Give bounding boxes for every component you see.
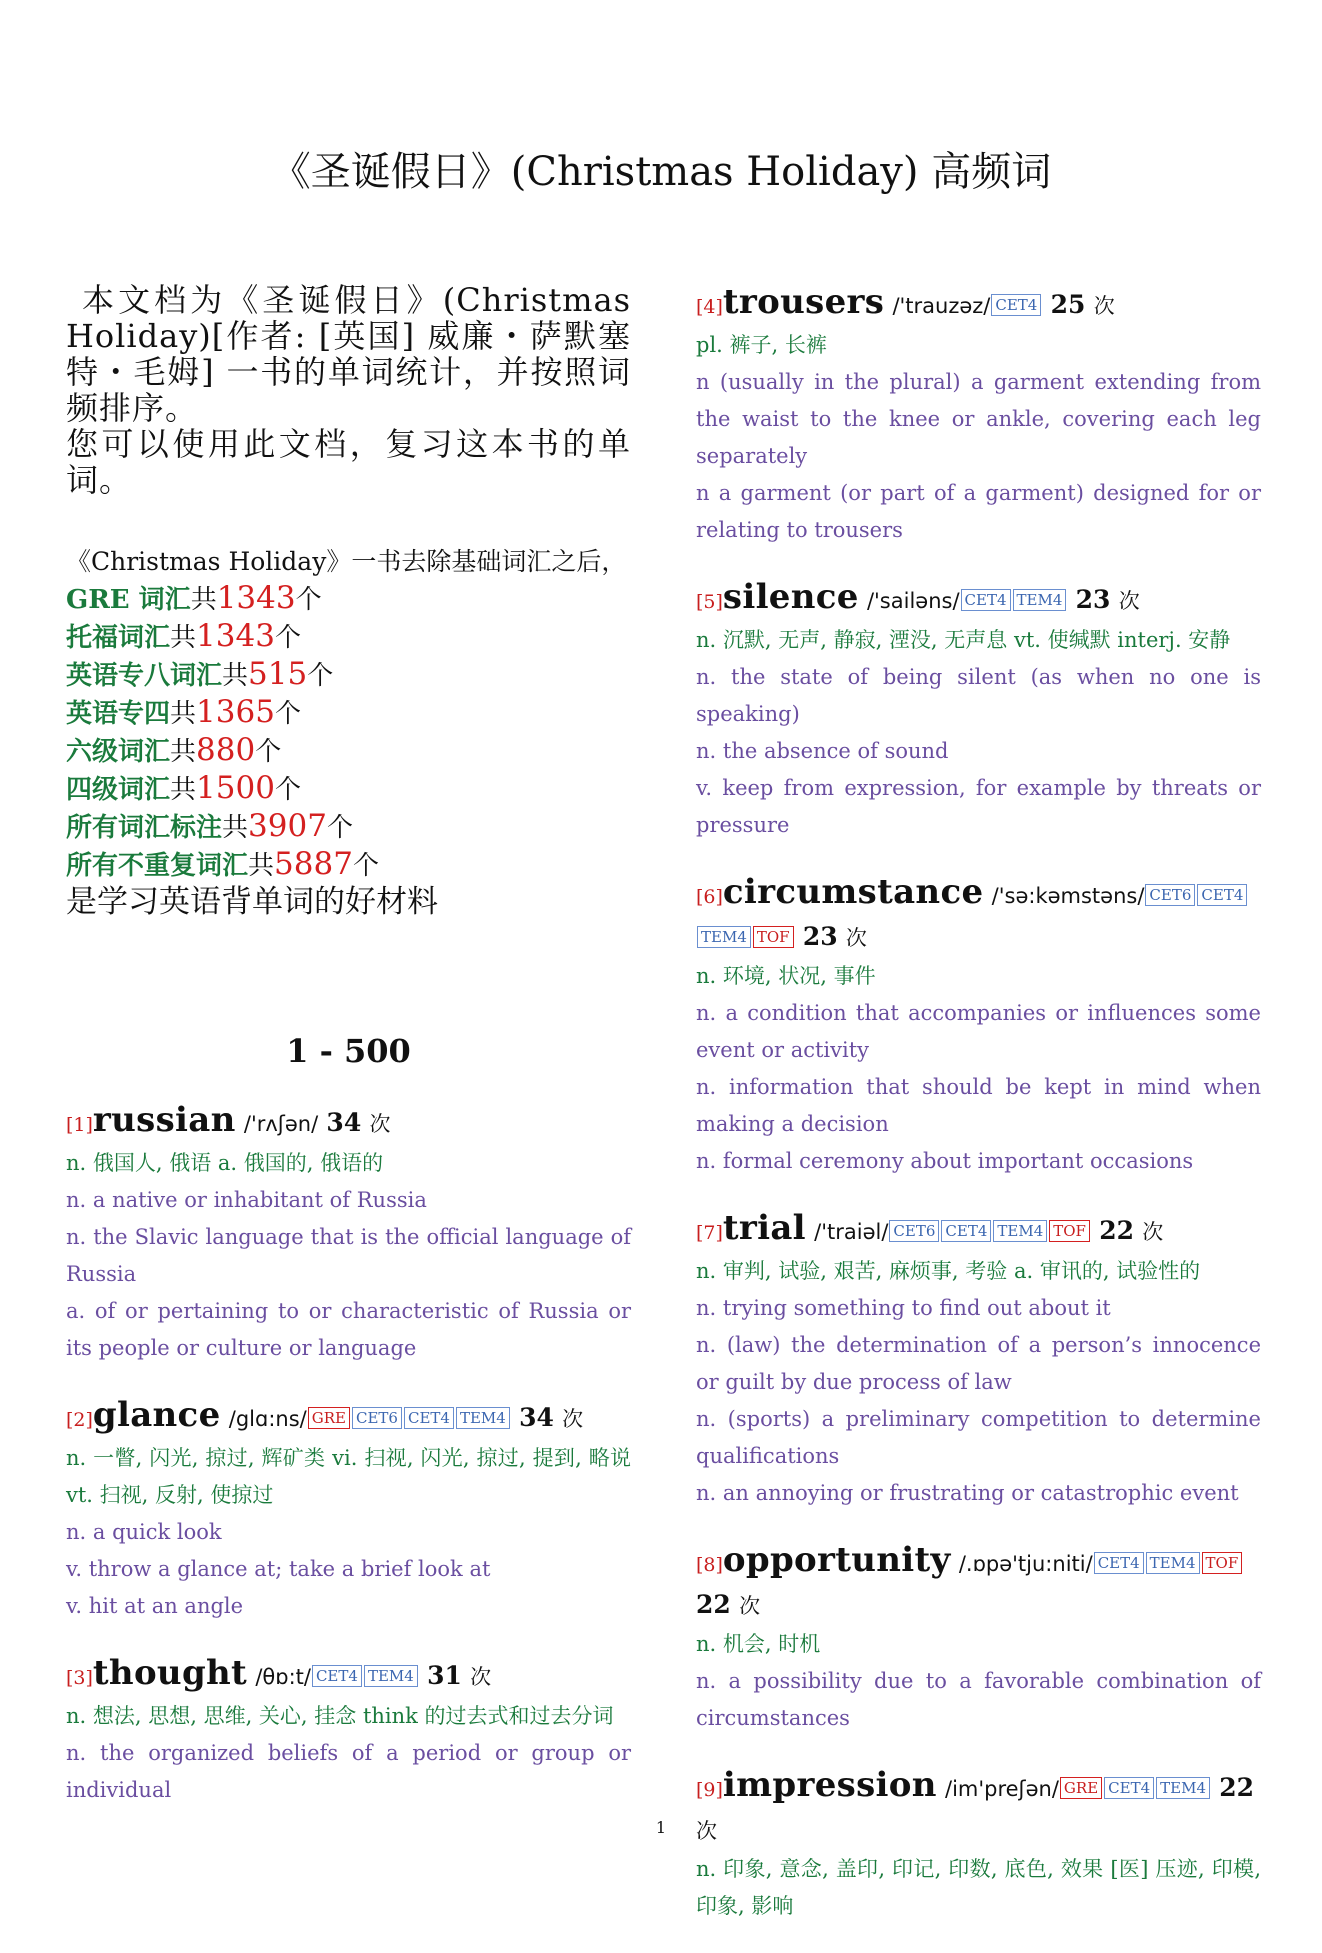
entry-tag: CET6	[889, 1220, 939, 1242]
stats-value: 3907	[248, 808, 327, 844]
stats-block	[66, 544, 631, 920]
entry-index: [3]	[66, 1667, 93, 1689]
entry-frequency: 23	[1075, 585, 1111, 614]
stats-row	[66, 580, 631, 618]
word-entry	[66, 1100, 631, 1367]
entry-tag: GRE	[1060, 1777, 1102, 1799]
entry-tag: CET4	[1197, 884, 1247, 906]
word-entry	[696, 1208, 1261, 1512]
stats-mid: 共	[170, 699, 197, 729]
entry-ipa: /'sailəns/	[866, 589, 960, 613]
entry-tag: TEM4	[1156, 1777, 1210, 1799]
entry-word: impression	[722, 1765, 937, 1805]
stats-row	[66, 770, 631, 808]
entry-definition: n. the organized beliefs of a period or group or individual	[66, 1741, 631, 1802]
entry-definition: n. 环境, 状况, 事件	[696, 964, 876, 988]
stats-mid: 共	[248, 851, 275, 881]
stats-unit: 个	[307, 661, 334, 691]
entry-tag: CET6	[352, 1407, 402, 1429]
entry-word: trousers	[722, 282, 885, 322]
entry-index: [2]	[66, 1409, 93, 1431]
entry-word: glance	[92, 1395, 221, 1435]
stats-label: 所有词汇标注	[66, 813, 223, 843]
entry-tag: CET6	[1145, 884, 1195, 906]
stats-unit: 个	[295, 585, 322, 615]
entry-ipa: /glɑ:ns/	[228, 1407, 307, 1431]
entry-tag: TOF	[753, 926, 794, 948]
entry-index: [8]	[696, 1554, 723, 1576]
stats-unit: 个	[274, 623, 301, 653]
entry-word: silence	[722, 577, 859, 617]
entry-tag: CET4	[1104, 1777, 1154, 1799]
stats-value: 1343	[216, 580, 296, 616]
entries-left	[66, 1100, 631, 1809]
entry-definition: n. the state of being silent (as when no one is speaking)	[696, 665, 1261, 726]
entry-word: circumstance	[722, 872, 984, 912]
stats-label: 六级词汇	[66, 737, 171, 767]
stats-mid: 共	[190, 585, 217, 615]
entry-head	[696, 1540, 1261, 1626]
entry-definition: a. of or pertaining to or characteristic of Russia or its people or culture or language	[66, 1299, 631, 1360]
stats-value: 1343	[196, 618, 275, 654]
entry-definition: n. a condition that accompanies or influences some event or activity	[696, 1001, 1261, 1062]
entry-frequency: 23	[802, 922, 838, 951]
entry-definition: v. keep from expression, for example by threats or pressure	[696, 776, 1261, 837]
stats-unit: 个	[326, 813, 353, 843]
entry-tag: CET4	[941, 1220, 991, 1242]
right-column	[696, 282, 1261, 1953]
entry-frequency-unit: 次	[470, 1665, 492, 1689]
stats-lead: 《Christmas Holiday》一书去除基础词汇之后，	[66, 547, 627, 576]
entry-frequency-unit: 次	[845, 926, 867, 950]
entry-definition: n (usually in the plural) a garment extending from the waist to the knee or ankle, covering each leg separately	[696, 370, 1261, 468]
entry-definition: n. 机会, 时机	[696, 1632, 821, 1656]
entry-definition: n. 俄国人, 俄语 a. 俄国的, 俄语的	[66, 1151, 384, 1175]
stats-row	[66, 656, 631, 694]
entry-ipa: /θɒ:t/	[255, 1665, 311, 1689]
entry-frequency-unit: 次	[1118, 589, 1140, 613]
word-entry	[696, 1540, 1261, 1737]
stats-value: 1365	[196, 694, 275, 730]
entry-index: [1]	[66, 1114, 93, 1136]
entry-head	[66, 1395, 631, 1440]
stats-label: GRE 词汇	[66, 585, 191, 615]
entry-frequency-unit: 次	[562, 1407, 584, 1431]
entry-frequency: 25	[1050, 290, 1086, 319]
stats-row	[66, 618, 631, 656]
left-column	[66, 282, 631, 1837]
entry-frequency: 34	[519, 1403, 554, 1432]
stats-mid: 共	[222, 813, 249, 843]
entry-frequency: 34	[326, 1108, 362, 1137]
entry-tag: GRE	[308, 1407, 350, 1429]
entry-definition: n a garment (or part of a garment) designed for or relating to trousers	[696, 481, 1261, 542]
entry-tag: CET4	[991, 294, 1041, 316]
entry-frequency-unit: 次	[1142, 1220, 1164, 1244]
entry-head	[696, 1765, 1261, 1851]
entry-ipa: /.ɒpə'tju:niti/	[958, 1552, 1093, 1576]
entry-index: [5]	[696, 591, 723, 613]
stats-mid: 共	[170, 737, 197, 767]
entry-head	[696, 282, 1261, 327]
section-title: 1 - 500	[286, 1032, 411, 1070]
entry-frequency: 22	[1099, 1216, 1135, 1245]
stats-label: 托福词汇	[66, 623, 171, 653]
entry-tag: TOF	[1049, 1220, 1090, 1242]
intro-line-1: 本文档为《圣诞假日》(Christmas Holiday)[作者: [英国] 威廉・萨默塞特・毛姆] 一书的单词统计，并按照词频排序。	[66, 281, 631, 427]
stats-mid: 共	[170, 775, 197, 805]
entry-definition: n. (law) the determination of a person’s innocence or guilt by due process of law	[696, 1333, 1261, 1394]
entry-index: [9]	[696, 1779, 723, 1801]
stats-mid: 共	[222, 661, 249, 691]
entry-ipa: /'traiəl/	[814, 1220, 889, 1244]
entry-head	[696, 872, 1261, 958]
entry-tag: TOF	[1202, 1552, 1243, 1574]
entry-ipa: /'rʌʃən/	[243, 1112, 319, 1136]
entry-definition: v. throw a glance at; take a brief look at	[66, 1557, 491, 1581]
entry-tag: CET4	[961, 589, 1011, 611]
entry-word: thought	[92, 1653, 248, 1693]
entry-index: [6]	[696, 886, 723, 908]
stats-closing: 是学习英语背单词的好材料	[66, 884, 438, 920]
entry-definition: n. the absence of sound	[696, 739, 949, 763]
stats-mid: 共	[170, 623, 197, 653]
page-number: 1	[655, 1818, 667, 1837]
stats-unit: 个	[255, 737, 282, 767]
stats-label: 英语专四	[66, 699, 171, 729]
entry-frequency-unit: 次	[369, 1112, 391, 1136]
entry-definition: n. the Slavic language that is the official language of Russia	[66, 1225, 631, 1286]
page-title: 《圣诞假日》(Christmas Holiday) 高频词	[270, 149, 1052, 195]
stats-value: 515	[248, 656, 308, 692]
stats-value: 5887	[274, 846, 353, 882]
stats-value: 880	[196, 732, 256, 768]
stats-unit: 个	[352, 851, 379, 881]
entry-definition: n. 想法, 思想, 思维, 关心, 挂念 think 的过去式和过去分词	[66, 1704, 614, 1728]
entry-ipa: /'sə:kəmstəns/	[991, 884, 1145, 908]
stats-label: 所有不重复词汇	[66, 851, 249, 881]
intro-line-2: 您可以使用此文档，复习这本书的单词。	[66, 425, 631, 499]
word-entry	[66, 1653, 631, 1809]
stats-rows	[66, 580, 631, 884]
entry-index: [4]	[696, 296, 723, 318]
entry-frequency: 22	[696, 1590, 731, 1619]
stats-row	[66, 808, 631, 846]
entry-frequency-unit: 次	[739, 1594, 761, 1618]
entry-tag: CET4	[404, 1407, 454, 1429]
entry-word: russian	[92, 1100, 236, 1140]
entry-definition: n. a native or inhabitant of Russia	[66, 1188, 427, 1212]
entry-definition: n. 审判, 试验, 艰苦, 麻烦事, 考验 a. 审讯的, 试验性的	[696, 1259, 1201, 1283]
entry-tag: CET4	[1094, 1552, 1144, 1574]
entry-definition: n. formal ceremony about important occasions	[696, 1149, 1194, 1173]
word-entry	[696, 282, 1261, 549]
stats-row	[66, 846, 631, 884]
entry-word: opportunity	[722, 1540, 951, 1580]
entry-tag: TEM4	[993, 1220, 1047, 1242]
entry-head	[696, 1208, 1261, 1253]
entry-tag: TEM4	[456, 1407, 510, 1429]
word-entry	[696, 872, 1261, 1180]
entry-head	[66, 1100, 631, 1145]
entry-definition: v. hit at an angle	[66, 1594, 244, 1618]
entry-frequency: 22	[1219, 1773, 1255, 1802]
entry-definition: n. an annoying or frustrating or catastrophic event	[696, 1481, 1239, 1505]
entry-head	[66, 1653, 631, 1698]
entry-definition: n. 印象, 意念, 盖印, 印记, 印数, 底色, 效果 [医] 压迹, 印模, 印象, 影响	[696, 1857, 1261, 1918]
entry-definition: n. a quick look	[66, 1520, 222, 1544]
entry-tag: TEM4	[1013, 589, 1067, 611]
entry-definition: n. information that should be kept in mind when making a decision	[696, 1075, 1261, 1136]
stats-label: 英语专八词汇	[66, 661, 223, 691]
word-entry	[696, 1765, 1261, 1925]
entry-frequency: 31	[427, 1661, 462, 1690]
entry-definition: n. 沉默, 无声, 静寂, 湮没, 无声息 vt. 使缄默 interj. 安静	[696, 628, 1231, 652]
entries-right	[696, 282, 1261, 1925]
entry-tag: CET4	[312, 1665, 362, 1687]
entry-head	[696, 577, 1261, 622]
entry-word: trial	[722, 1208, 806, 1248]
stats-row	[66, 732, 631, 770]
stats-unit: 个	[274, 699, 301, 729]
entry-frequency-unit: 次	[696, 1819, 717, 1843]
entry-tag: TEM4	[1146, 1552, 1200, 1574]
entry-tag: TEM4	[364, 1665, 418, 1687]
entry-definition: n. (sports) a preliminary competition to determine qualifications	[696, 1407, 1261, 1468]
word-entry	[696, 577, 1261, 844]
entry-ipa: /im'preʃən/	[945, 1777, 1059, 1801]
stats-unit: 个	[274, 775, 301, 805]
entry-tag: TEM4	[697, 926, 751, 948]
entry-ipa: /'trauzəz/	[892, 294, 991, 318]
stats-value: 1500	[196, 770, 275, 806]
entry-frequency-unit: 次	[1093, 294, 1115, 318]
entry-index: [7]	[696, 1222, 723, 1244]
entry-definition: n. 一瞥, 闪光, 掠过, 辉矿类 vi. 扫视, 闪光, 掠过, 提到, 略说 vt. 扫视, 反射, 使掠过	[66, 1446, 631, 1507]
intro	[66, 282, 631, 498]
entry-definition: pl. 裤子, 长裤	[696, 333, 827, 357]
entry-definition: n. a possibility due to a favorable combination of circumstances	[696, 1669, 1261, 1730]
entry-definition: n. trying something to find out about it	[696, 1296, 1111, 1320]
stats-label: 四级词汇	[66, 775, 171, 805]
stats-row	[66, 694, 631, 732]
word-entry	[66, 1395, 631, 1625]
